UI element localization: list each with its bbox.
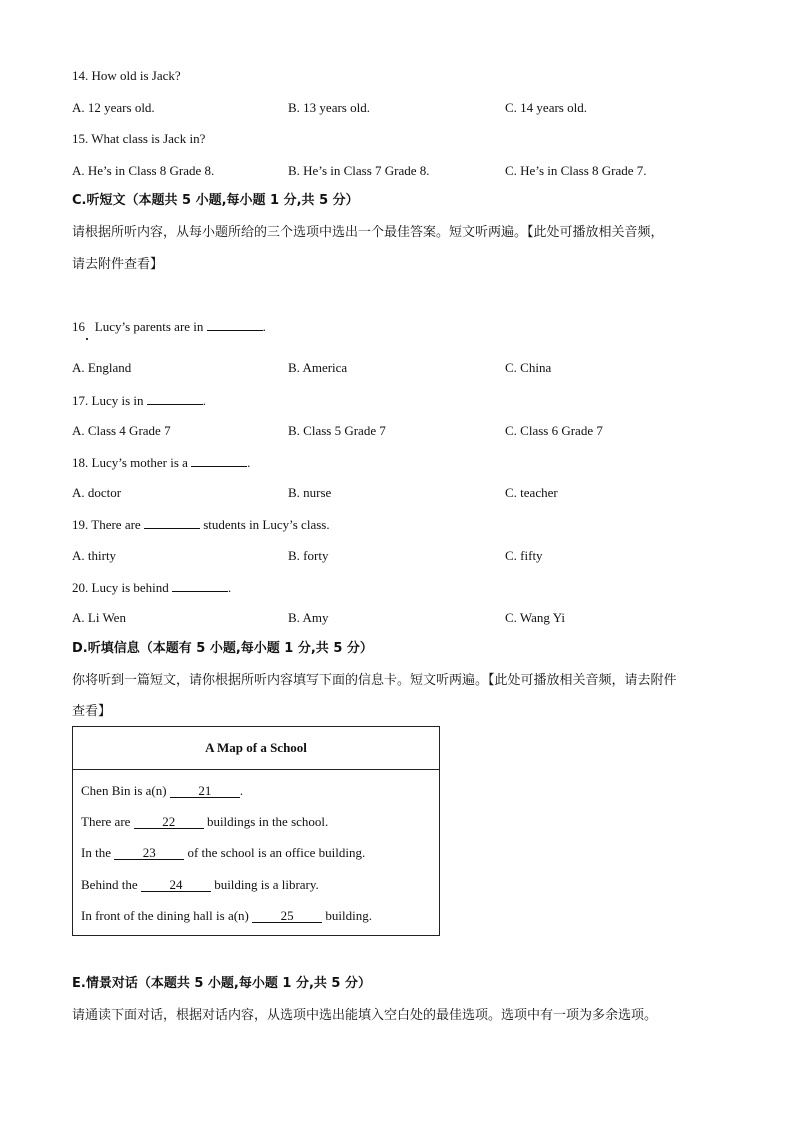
info-card-line-23: [81, 845, 365, 861]
answer-blank: [172, 579, 228, 592]
question-text-end: .: [202, 393, 206, 408]
section-d-heading: D.听填信息（本题有 5 小题,每小题 1 分,共 5 分）: [72, 641, 373, 656]
q17-option-b: B. Class 5 Grade 7: [288, 423, 386, 438]
q17-option-c: C. Class 6 Grade 7: [505, 423, 603, 438]
blank-25[interactable]: 25: [252, 909, 322, 923]
info-card-title: A Map of a School: [73, 727, 439, 770]
section-c-instructions-line2: 请去附件查看】: [72, 257, 164, 272]
blank-24[interactable]: 24: [141, 878, 211, 892]
question-17-stem: [72, 392, 206, 409]
line-text-end: buildings in the school.: [206, 814, 329, 829]
q19-option-b: B. forty: [288, 548, 329, 563]
q18-option-c: C. teacher: [505, 485, 558, 500]
line-text: In the: [81, 845, 111, 860]
section-d-instructions-line1: 你将听到一篇短文，请你根据所听内容填写下面的信息卡。短文听两遍。【此处可播放相关音频，请去附件: [72, 673, 677, 688]
q15-option-a: A. He’s in Class 8 Grade 8.: [72, 163, 215, 178]
question-text-end: .: [262, 319, 266, 334]
q15-option-c: C. He’s in Class 8 Grade 7.: [505, 163, 647, 178]
q14-option-c: C. 14 years old.: [505, 100, 587, 115]
question-number: 16: [72, 319, 85, 334]
answer-blank: [207, 318, 263, 331]
question-18-stem: [72, 454, 250, 471]
question-text-end: .: [228, 580, 232, 595]
section-c-instructions-line1: 请根据所听内容，从每小题所给的三个选项中选出一个最佳答案。短文听两遍。【此处可播放相关音频，: [72, 225, 664, 240]
section-e-instructions: 请通读下面对话，根据对话内容，从选项中选出能填入空白处的最佳选项。选项中有一项为多余选项。: [72, 1008, 658, 1023]
section-d-instructions-line2: 查看】: [72, 704, 112, 719]
blank-22[interactable]: 22: [134, 815, 204, 829]
question-16-stem: [72, 318, 266, 335]
q16-option-b: B. America: [288, 360, 348, 375]
info-card-line-21: [81, 783, 243, 799]
line-text: Behind the: [81, 877, 138, 892]
question-15-stem: 15. What class is Jack in?: [72, 131, 206, 146]
question-text-end: students in Lucy’s class.: [203, 517, 330, 532]
line-text-end: .: [239, 783, 244, 798]
q16-option-a: A. England: [72, 360, 132, 375]
stray-dot: [86, 338, 88, 340]
line-text: Chen Bin is a(n): [81, 783, 167, 798]
section-e-heading: E.情景对话（本题共 5 小题,每小题 1 分,共 5 分）: [72, 976, 371, 991]
line-text: In front of the dining hall is a(n): [81, 908, 249, 923]
q17-option-a: A. Class 4 Grade 7: [72, 423, 171, 438]
q15-option-b: B. He’s in Class 7 Grade 8.: [288, 163, 430, 178]
answer-blank: [191, 454, 247, 467]
q20-option-a: A. Li Wen: [72, 610, 126, 625]
line-text-end: of the school is an office building.: [187, 845, 366, 860]
q14-option-a: A. 12 years old.: [72, 100, 155, 115]
line-text-end: building.: [325, 908, 372, 923]
line-text-end: building is a library.: [214, 877, 319, 892]
question-20-stem: [72, 579, 231, 596]
question-text: 18. Lucy’s mother is a: [72, 455, 188, 470]
q20-option-b: B. Amy: [288, 610, 329, 625]
answer-blank: [144, 516, 200, 529]
blank-23[interactable]: 23: [114, 846, 184, 860]
q18-option-b: B. nurse: [288, 485, 332, 500]
q18-option-a: A. doctor: [72, 485, 122, 500]
question-text: Lucy’s parents are in: [94, 319, 204, 334]
question-19-stem: [72, 516, 330, 533]
q14-option-b: B. 13 years old.: [288, 100, 370, 115]
info-card-line-24: [81, 877, 319, 893]
question-text: 20. Lucy is behind: [72, 580, 169, 595]
blank-21[interactable]: 21: [170, 784, 240, 798]
question-text-end: .: [247, 455, 251, 470]
line-text: There are: [81, 814, 131, 829]
question-text: 17. Lucy is in: [72, 393, 144, 408]
q19-option-a: A. thirty: [72, 548, 117, 563]
section-c-heading: C.听短文（本题共 5 小题,每小题 1 分,共 5 分）: [72, 193, 359, 208]
q16-option-c: C. China: [505, 360, 552, 375]
info-card-line-22: [81, 814, 328, 830]
info-card-line-25: [81, 908, 372, 924]
q19-option-c: C. fifty: [505, 548, 543, 563]
q20-option-c: C. Wang Yi: [505, 610, 565, 625]
question-text: 19. There are: [72, 517, 141, 532]
answer-blank: [147, 392, 203, 405]
question-14-stem: 14. How old is Jack?: [72, 68, 181, 83]
info-card: [72, 726, 440, 936]
